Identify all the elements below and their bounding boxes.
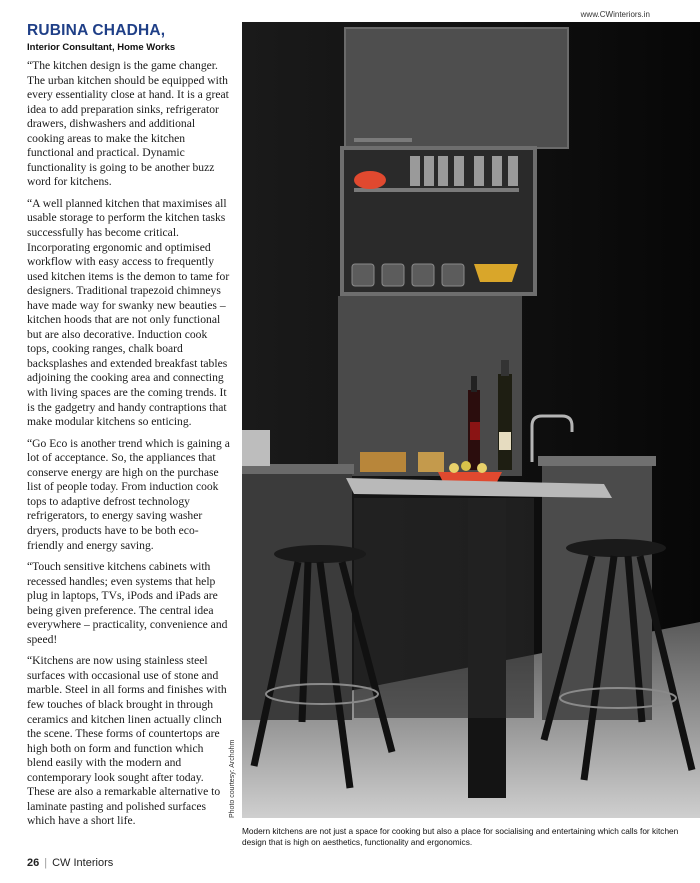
page-footer (27, 857, 113, 869)
author-role: Interior Consultant, Home Works (27, 42, 176, 53)
kitchen-illustration (242, 22, 700, 818)
upper-cabinet-door (345, 28, 568, 148)
paragraph: “A well planned kitchen that maximises all usable storage to perform the kitchen tasks successfully has become critical. Incorporating ergonomic and optimised workflow with easy access to frequently used kitchen items is the demon to tame for designers. Traditional trapezoid chimneys have made way for swanky new beauties – kitchen hoods that are not only functional but are also decorative. Induction cook tops, cooking ranges, chalk board backsplashes and extended breakfast tables adjoining the cooking area and connecting with living spaces are the coming trends. It is the gadgetry and handy contraptions that make modular kitchens so enticing. (27, 196, 230, 429)
footer-separator: | (44, 857, 48, 869)
page-number: 26 (27, 857, 40, 869)
paragraph: “Kitchens are now using stainless steel surfaces with occasional use of stone and marble. Steel in all forms and finishes with few touches of black brought in through ceramics and kitchen linen actually clinch the scene. These forms of countertops are high both on form and function which blend easily with the modern and contemporary look sought after today. These are also a remarkable alternative to laminate pasting and polished surfaces which have a short life. (27, 654, 227, 828)
magazine-name: CW Interiors (52, 857, 114, 869)
kitchen-photo (242, 22, 700, 818)
yellow-bowl (474, 264, 518, 282)
author-name: RUBINA CHADHA, (27, 22, 166, 39)
wicker-basket (360, 452, 406, 472)
spice-jars (410, 156, 518, 186)
paragraph: “Go Eco is another trend which is gaining a lot of acceptance. So, the appliances that conserve energy are high on the purchase list of people today. From induction cook tops to adaptive defrost technology refrigerators, to energy saving washer dryers, products have to be both eco-friendly and energy saving. (27, 436, 230, 552)
red-bowl (354, 171, 386, 189)
article-column (27, 22, 232, 836)
website-url[interactable]: www.CWinteriors.in (580, 10, 650, 19)
photo-credit: Photo courtesy: Archohm (229, 739, 236, 818)
backsplash-panel (338, 296, 522, 476)
paragraph: “Touch sensitive kitchens cabinets with recessed handles; even systems that help plug in laptops, TVs, iPods and iPads are being given preference. The central idea everywhere – practicality, convenience and speed! (27, 560, 228, 646)
photo-caption: Modern kitchens are not just a space for cooking but also a place for socialising and entertaining which calls for kitchen design that is high on aesthetics, functionality and ergonomics. (242, 826, 679, 847)
paragraph: “The kitchen design is the game changer. The urban kitchen should be equipped with every essentiality close at hand. It is a great idea to add preparation sinks, refrigerator drawers, dishwashers and additional cooking areas to make the kitchen functional and practical. Dynamic functionality is going to be another buzz word for kitchens. (27, 59, 229, 189)
